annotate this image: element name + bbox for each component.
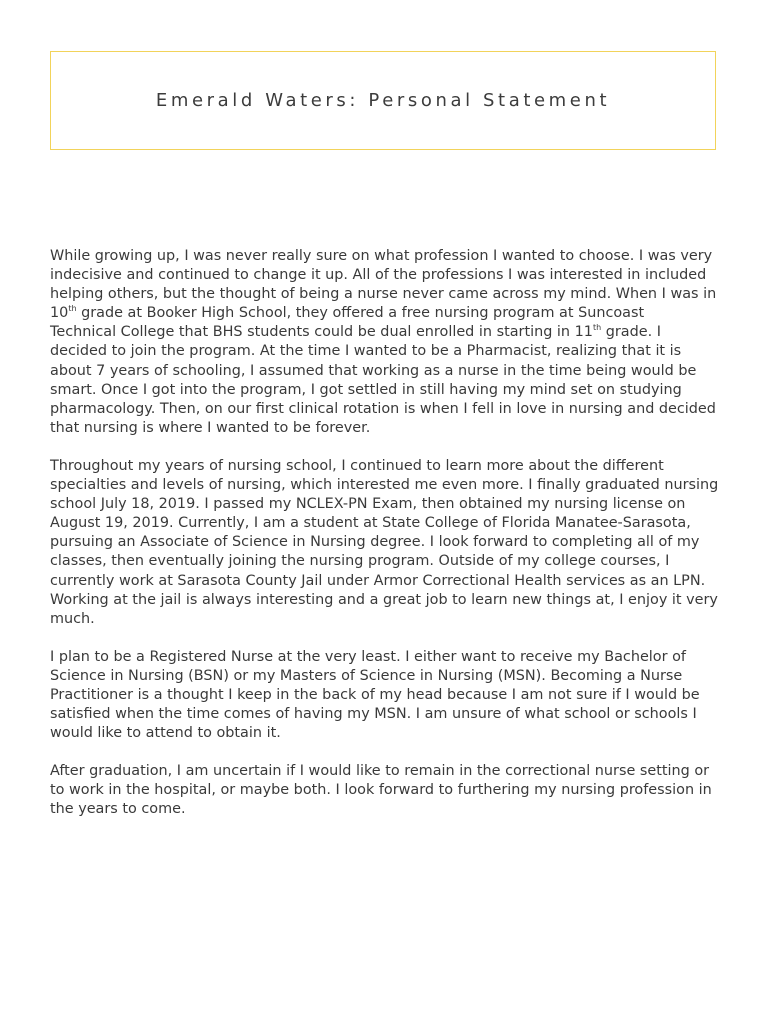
paragraph	[50, 247, 722, 438]
text-line	[50, 362, 722, 381]
text-line	[50, 552, 722, 571]
text-line	[50, 514, 722, 533]
text-segment: helping others, but the thought of being a nurse never came across my mind. When I was in	[50, 286, 717, 303]
superscript: th	[592, 323, 602, 333]
text-segment: to work in the hospital, or maybe both. I look forward to furthering my nursing profession in	[50, 782, 712, 799]
text-line	[50, 667, 722, 686]
title-box	[50, 51, 716, 150]
text-line	[50, 724, 722, 743]
text-line	[50, 591, 722, 610]
text-segment: grade. I	[601, 324, 661, 341]
paragraph	[50, 457, 722, 629]
text-segment: indecisive and continued to change it up. All of the professions I was interested in included	[50, 267, 707, 284]
text-segment: While growing up, I was never really sure on what profession I wanted to choose. I was very	[50, 248, 713, 264]
text-segment: about 7 years of schooling, I assumed that working as a nurse in the time being would be	[50, 362, 697, 379]
text-line	[50, 572, 722, 591]
text-line	[50, 381, 722, 400]
text-line	[50, 781, 722, 800]
paragraph	[50, 648, 722, 743]
text-segment: currently work at Sarasota County Jail under Armor Correctional Health services as an LPN.	[50, 572, 706, 589]
text-line	[50, 400, 722, 419]
text-segment: specialties and levels of nursing, which interested me even more. I finally graduated nursing	[50, 477, 719, 494]
text-line	[50, 495, 722, 514]
text-line	[50, 342, 722, 361]
text-segment: August 19, 2019. Currently, I am a student at State College of Florida Manatee-Sarasota,	[50, 515, 691, 532]
text-segment: that nursing is where I wanted to be forever.	[50, 419, 371, 436]
text-line	[50, 533, 722, 552]
text-segment: decided to join the program. At the time I wanted to be a Pharmacist, realizing that it is	[50, 343, 682, 360]
text-segment: pharmacology. Then, on our first clinical rotation is when I fell in love in nursing and decided	[50, 400, 716, 417]
text-segment: grade at Booker High School, they offered a free nursing program at Suncoast	[76, 305, 645, 322]
text-segment: Science in Nursing (BSN) or my Masters of Science in Nursing (MSN). Becoming a Nurse	[50, 667, 683, 684]
text-line	[50, 419, 722, 438]
document-body	[50, 247, 722, 839]
text-line	[50, 457, 722, 476]
text-segment: pursuing an Associate of Science in Nursing degree. I look forward to completing all of my	[50, 534, 700, 551]
text-line	[50, 304, 722, 323]
text-line	[50, 285, 722, 304]
text-segment: the years to come.	[50, 801, 186, 818]
text-line	[50, 247, 722, 266]
text-line	[50, 800, 722, 819]
text-line	[50, 648, 722, 667]
text-segment: I plan to be a Registered Nurse at the very least. I either want to receive my Bachelor of	[50, 648, 686, 665]
text-segment: would like to attend to obtain it.	[50, 725, 281, 742]
text-line	[50, 266, 722, 285]
superscript: th	[68, 304, 77, 314]
text-line	[50, 476, 722, 495]
text-line	[50, 610, 722, 629]
text-segment: smart. Once I got into the program, I got settled in still having my mind set on studying	[50, 381, 682, 398]
text-segment: Technical College that BHS students could be dual enrolled in starting in 11	[50, 324, 593, 341]
text-segment: Practitioner is a thought I keep in the back of my head because I am not sure if I would be	[50, 686, 700, 703]
text-line	[50, 686, 722, 705]
document-title: Emerald Waters: Personal Statement	[155, 90, 611, 111]
text-segment: much.	[50, 610, 95, 627]
text-line	[50, 705, 722, 724]
text-segment: satisfied when the time comes of having my MSN. I am unsure of what school or schools I	[50, 706, 697, 723]
paragraph	[50, 762, 722, 819]
text-line	[50, 323, 722, 342]
text-segment: After graduation, I am uncertain if I would like to remain in the correctional nurse setting or	[50, 763, 710, 780]
text-segment: school July 18, 2019. I passed my NCLEX-PN Exam, then obtained my nursing license on	[50, 496, 686, 513]
text-segment: Throughout my years of nursing school, I continued to learn more about the different	[50, 457, 664, 474]
text-segment: classes, then eventually joining the nursing program. Outside of my college courses, I	[50, 553, 670, 570]
text-segment: Working at the jail is always interesting and a great job to learn new things at, I enjoy it very	[50, 591, 718, 608]
text-segment: 10	[50, 305, 69, 322]
text-line	[50, 762, 722, 781]
